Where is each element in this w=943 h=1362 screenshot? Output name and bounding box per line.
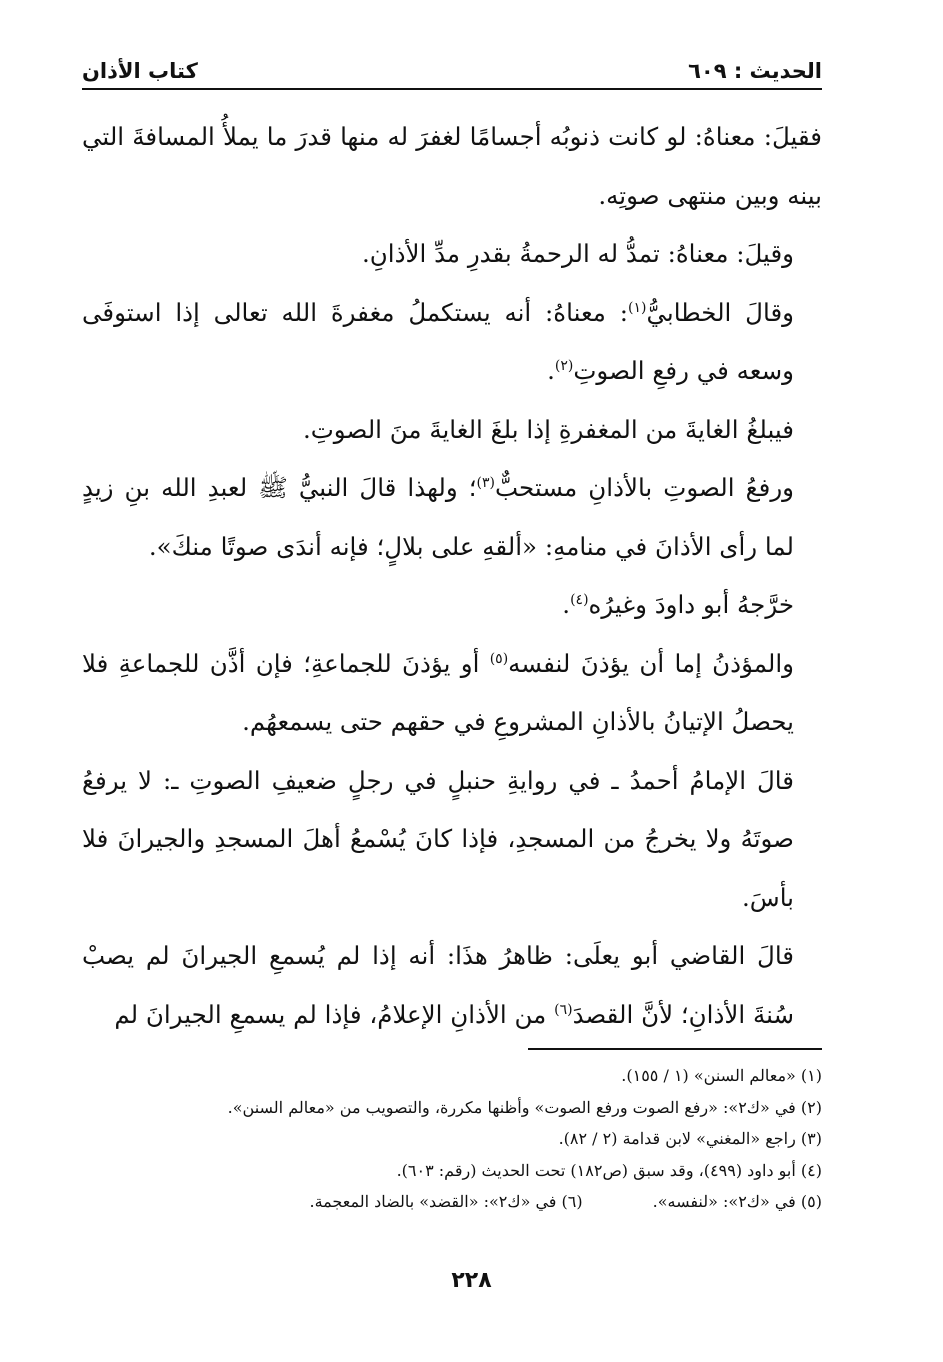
paragraph-3	[82, 284, 822, 401]
footnote-1: (١) «معالم السنن» (١ / ١٥٥).	[621, 1066, 822, 1085]
paragraph-6	[82, 576, 822, 635]
paragraph-text: من الأذانِ الإعلامُ، فإذا لم يسمعِ الجيرانَ لم	[114, 999, 555, 1029]
paragraph-text: ؛ ولهذا قالَ النبيُّ ﷺ لعبدِ الله بنِ زيدٍ لما رأى الأذانَ في منامهِ: «ألقهِ على بلالٍ؛ فإنه أندَى صوتًا منكَ».	[82, 473, 794, 561]
paragraph-text: وقيلَ: معناهُ: تمدُّ له الرحمةُ بقدرِ مدِّ الأذانِ.	[362, 239, 794, 268]
footnote-ref-5: (٥)	[489, 650, 509, 667]
paragraph-5	[82, 459, 822, 576]
book-title: كتاب الأذان	[82, 59, 198, 83]
footnote-ref-6: (٦)	[554, 1001, 573, 1018]
footnote-4: (٤) أبو داود (٤٩٩)، وقد سبق (ص١٨٢) تحت الحديث (رقم: ٦٠٣).	[396, 1160, 822, 1180]
paragraph-1	[82, 108, 822, 225]
paragraph-text: فقيلَ: معناهُ: لو كانت ذنوبُه أجسامًا لغفرَ له منها قدرَ ما يملأُ المسافةَ التي بينه وبين منتهى صوتِه.	[82, 122, 822, 210]
paragraph-8	[82, 752, 822, 928]
paragraph-4	[82, 401, 822, 460]
footnote-row-5-6	[82, 1186, 822, 1218]
footnote-divider	[528, 1048, 822, 1050]
footnote-5: (٥) في «ك٢»: «لنفسه».	[652, 1192, 822, 1211]
paragraph-text: قالَ القاضي أبو يعلَى: ظاهرُ هذَا: أنه إذا لم يُسمعِ الجيرانَ لم يصبْ سُنةَ الأذانِ؛ لأنَّ القصدَ	[82, 941, 794, 1029]
paragraph-text: والمؤذنُ إما أن يؤذنَ لنفسه	[508, 648, 795, 678]
footnote-ref-4: (٤)	[570, 591, 589, 608]
hadith-number-label: الحديث : ٦٠٩	[688, 59, 822, 83]
running-header	[82, 52, 822, 90]
paragraph-text: : معناهُ: أنه يستكملُ مغفرةَ الله تعالى إذا استوفَى وسعه في رفعِ الصوتِ	[82, 297, 794, 385]
paragraph-9	[82, 927, 822, 1044]
paragraph-7	[82, 635, 822, 752]
footnotes	[82, 1060, 822, 1218]
paragraph-text: ورفعُ الصوتِ بالأذانِ مستحبٌّ	[494, 473, 794, 502]
footnote-3: (٣) راجع «المغني» لابن قدامة (٢ / ٨٢).	[558, 1129, 822, 1148]
paragraph-text: فيبلغُ الغايةَ من المغفرةِ إذا بلغَ الغايةَ منَ الصوتِ.	[302, 414, 794, 444]
paragraph-text: .	[547, 356, 555, 385]
page-number: ٢٢٨	[451, 1268, 492, 1293]
paragraph-text: خرَّجهُ أبو داودَ وغيرُه	[588, 590, 794, 619]
footnote-2: (٢) في «ك٢»: «رفع الصوت ورفع الصوت» وأظنها مكررة، والتصويب من «معالم السنن».	[227, 1097, 822, 1117]
footnote-ref-3: (٣)	[476, 474, 495, 491]
paragraph-text: قالَ الإمامُ أحمدُ ـ في روايةِ حنبلٍ في رجلٍ ضعيفِ الصوتِ ـ: لا يرفعُ صوتَهُ ولا يخرجُ من المسجدِ، فإذا كانَ يُسْمعُ أهلَ المسجدِ والجيرانَ فلا بأسَ.	[82, 765, 794, 912]
footnote-ref-1: (١)	[628, 299, 647, 316]
paragraph-text: وقالَ الخطابيُّ	[646, 297, 794, 327]
main-text	[82, 108, 822, 1044]
paragraph-2	[82, 225, 822, 284]
footnote-ref-2: (٢)	[554, 357, 574, 374]
paragraph-text: .	[562, 590, 571, 619]
paragraph-text: أو يؤذنَ للجماعةِ؛ فإن أذَّن للجماعةِ فلا يحصلُ الإتيانُ بالأذانِ المشروعِ في حقهم حتى يسمعهُم.	[82, 648, 794, 736]
footnote-6: (٦) في «ك٢»: «القضد» بالضاد المعجمة.	[309, 1192, 583, 1211]
